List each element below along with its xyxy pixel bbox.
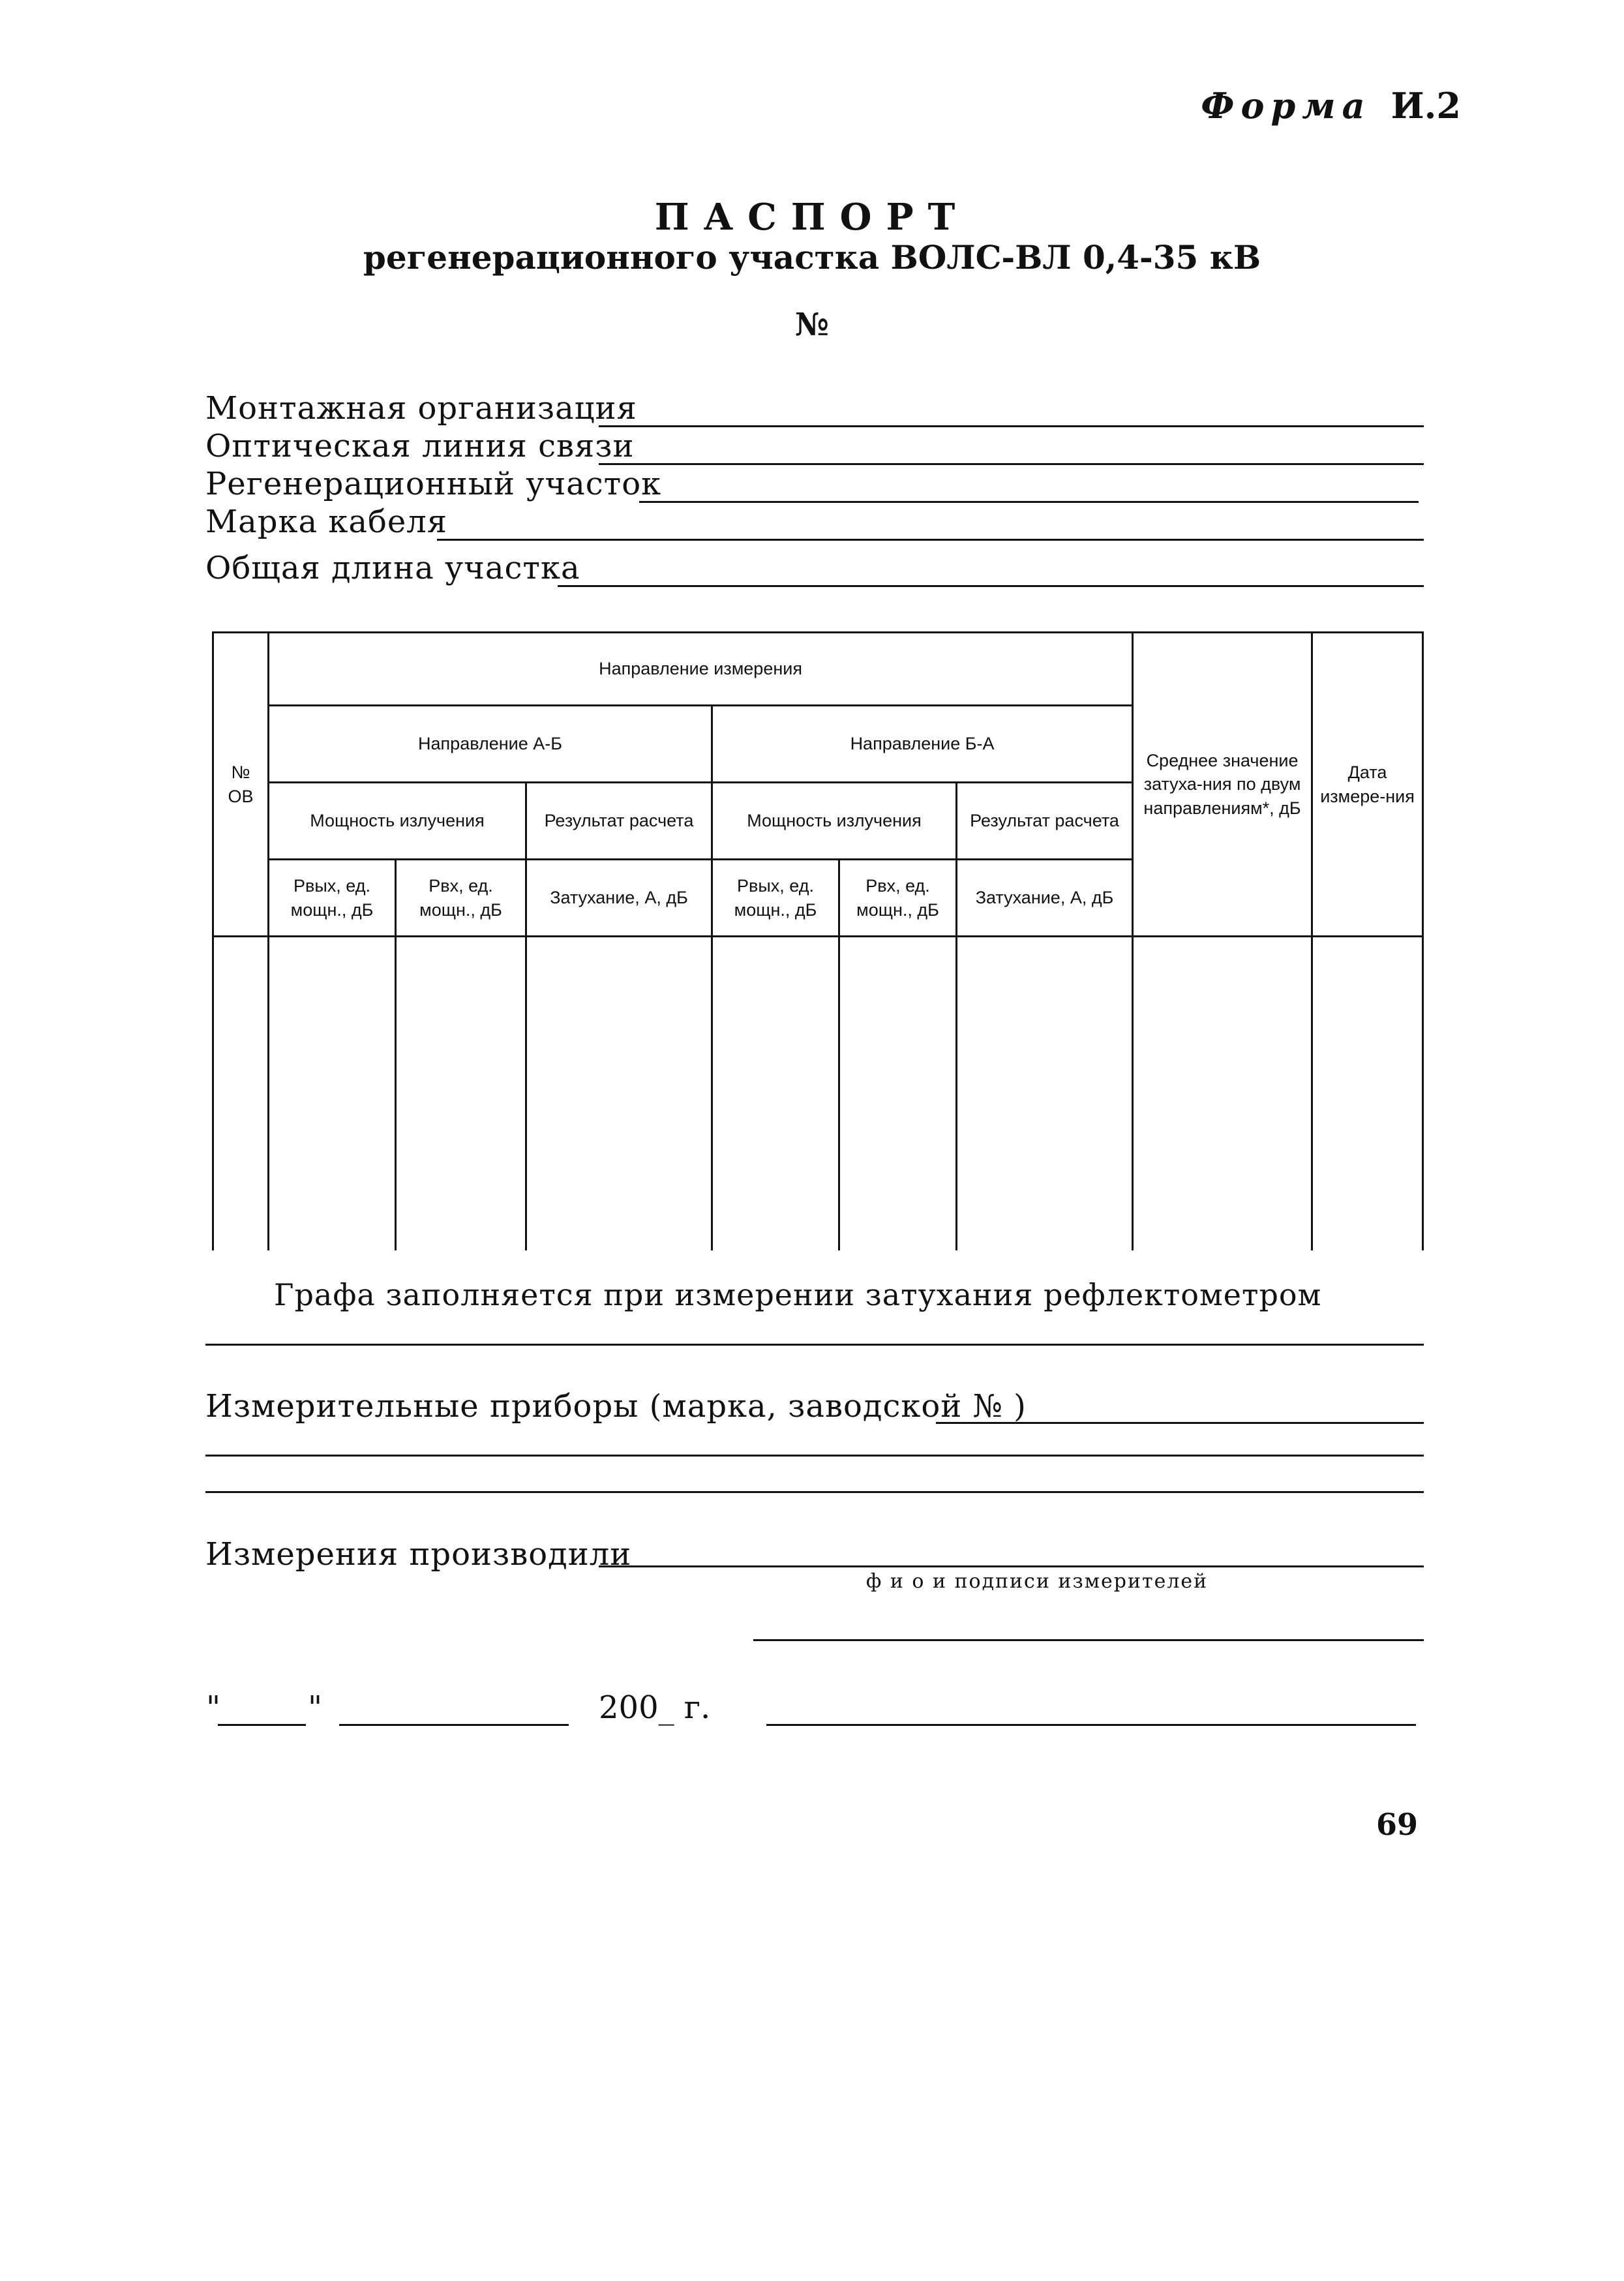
col-measurement-date: Дата измере-ния [1312,633,1423,937]
measurement-table [212,631,1424,1250]
form-number: И.2 [1391,85,1461,127]
col-fiber-number: № ОВ [213,633,269,937]
form-identifier [1200,85,1461,127]
col-power-ab: Мощность излучения [269,783,526,860]
col-direction-header: Направление измерения [269,633,1133,706]
regen-section-label: Регенерационный участок [205,466,662,502]
regen-section-line[interactable] [639,501,1419,503]
reflectometer-note: Графа заполняется при измерении затухания рефлектометром [274,1277,1322,1312]
measured-by-label: Измерения производили [205,1536,632,1573]
measurement-table-wrap [212,631,1422,1254]
col-attenuation-ab: Затухание, А, дБ [526,860,712,937]
instruments-line-3[interactable] [205,1491,1424,1493]
optical-line-line[interactable] [599,463,1424,465]
instruments-label: Измерительные приборы (марка, заводской № ) [205,1388,1027,1425]
col-attenuation-ba: Затухание, А, дБ [957,860,1133,937]
signature-line[interactable] [753,1639,1424,1641]
col-p-out-ab: Pвых, ед. мощн., дБ [269,860,396,937]
mounting-org-line[interactable] [599,425,1424,427]
cell-p-in-ab[interactable] [396,937,526,1251]
cell-average-attenuation[interactable] [1133,937,1312,1251]
date-day-line[interactable] [218,1724,306,1726]
cell-attenuation-ab[interactable] [526,937,712,1251]
total-length-label: Общая длина участка [205,550,580,586]
col-power-ba: Мощность излучения [712,783,957,860]
page-number: 69 [1376,1807,1419,1842]
col-average-attenuation: Среднее значение затуха-ния по двум направлениям*, дБ [1133,633,1312,937]
signature-caption: ф и о и подписи измерителей [865,1570,1209,1593]
optical-line-label: Оптическая линия связи [205,428,635,464]
document-title: ПАСПОРТ [654,196,970,239]
date-quote-open: " [206,1689,221,1726]
total-length-line[interactable] [558,585,1424,587]
col-result-ab: Результат расчета [526,783,712,860]
cell-p-out-ab[interactable] [269,937,396,1251]
document-subtitle: регенерационного участка ВОЛС-ВЛ 0,4-35 кВ [363,238,1261,277]
mounting-org-label: Монтажная организация [205,390,637,427]
date-year: 200_ г. [599,1689,711,1726]
cable-brand-label: Марка кабеля [205,504,448,540]
measured-by-line[interactable] [599,1565,1424,1567]
passport-number-sign: № [794,307,830,343]
cable-brand-line[interactable] [437,539,1424,541]
col-direction-ba: Направление Б-А [712,706,1133,783]
note-line[interactable] [205,1344,1424,1346]
col-p-in-ab: Pвх, ед. мощн., дБ [396,860,526,937]
col-result-ba: Результат расчета [957,783,1133,860]
cell-measurement-date[interactable] [1312,937,1423,1251]
cell-attenuation-ba[interactable] [957,937,1133,1251]
form-word: Форма [1201,85,1372,127]
date-month-line[interactable] [339,1724,569,1726]
instruments-line-2[interactable] [205,1455,1424,1457]
instruments-line-1[interactable] [936,1422,1424,1424]
col-p-out-ba: Pвых, ед. мощн., дБ [712,860,839,937]
date-quote-close: " [308,1689,323,1726]
date-signature-line[interactable] [766,1724,1416,1726]
cell-p-out-ba[interactable] [712,937,839,1251]
cell-p-in-ba[interactable] [839,937,957,1251]
col-direction-ab: Направление А-Б [269,706,712,783]
cell-fiber-number[interactable] [213,937,269,1251]
col-p-in-ba: Pвх, ед. мощн., дБ [839,860,957,937]
